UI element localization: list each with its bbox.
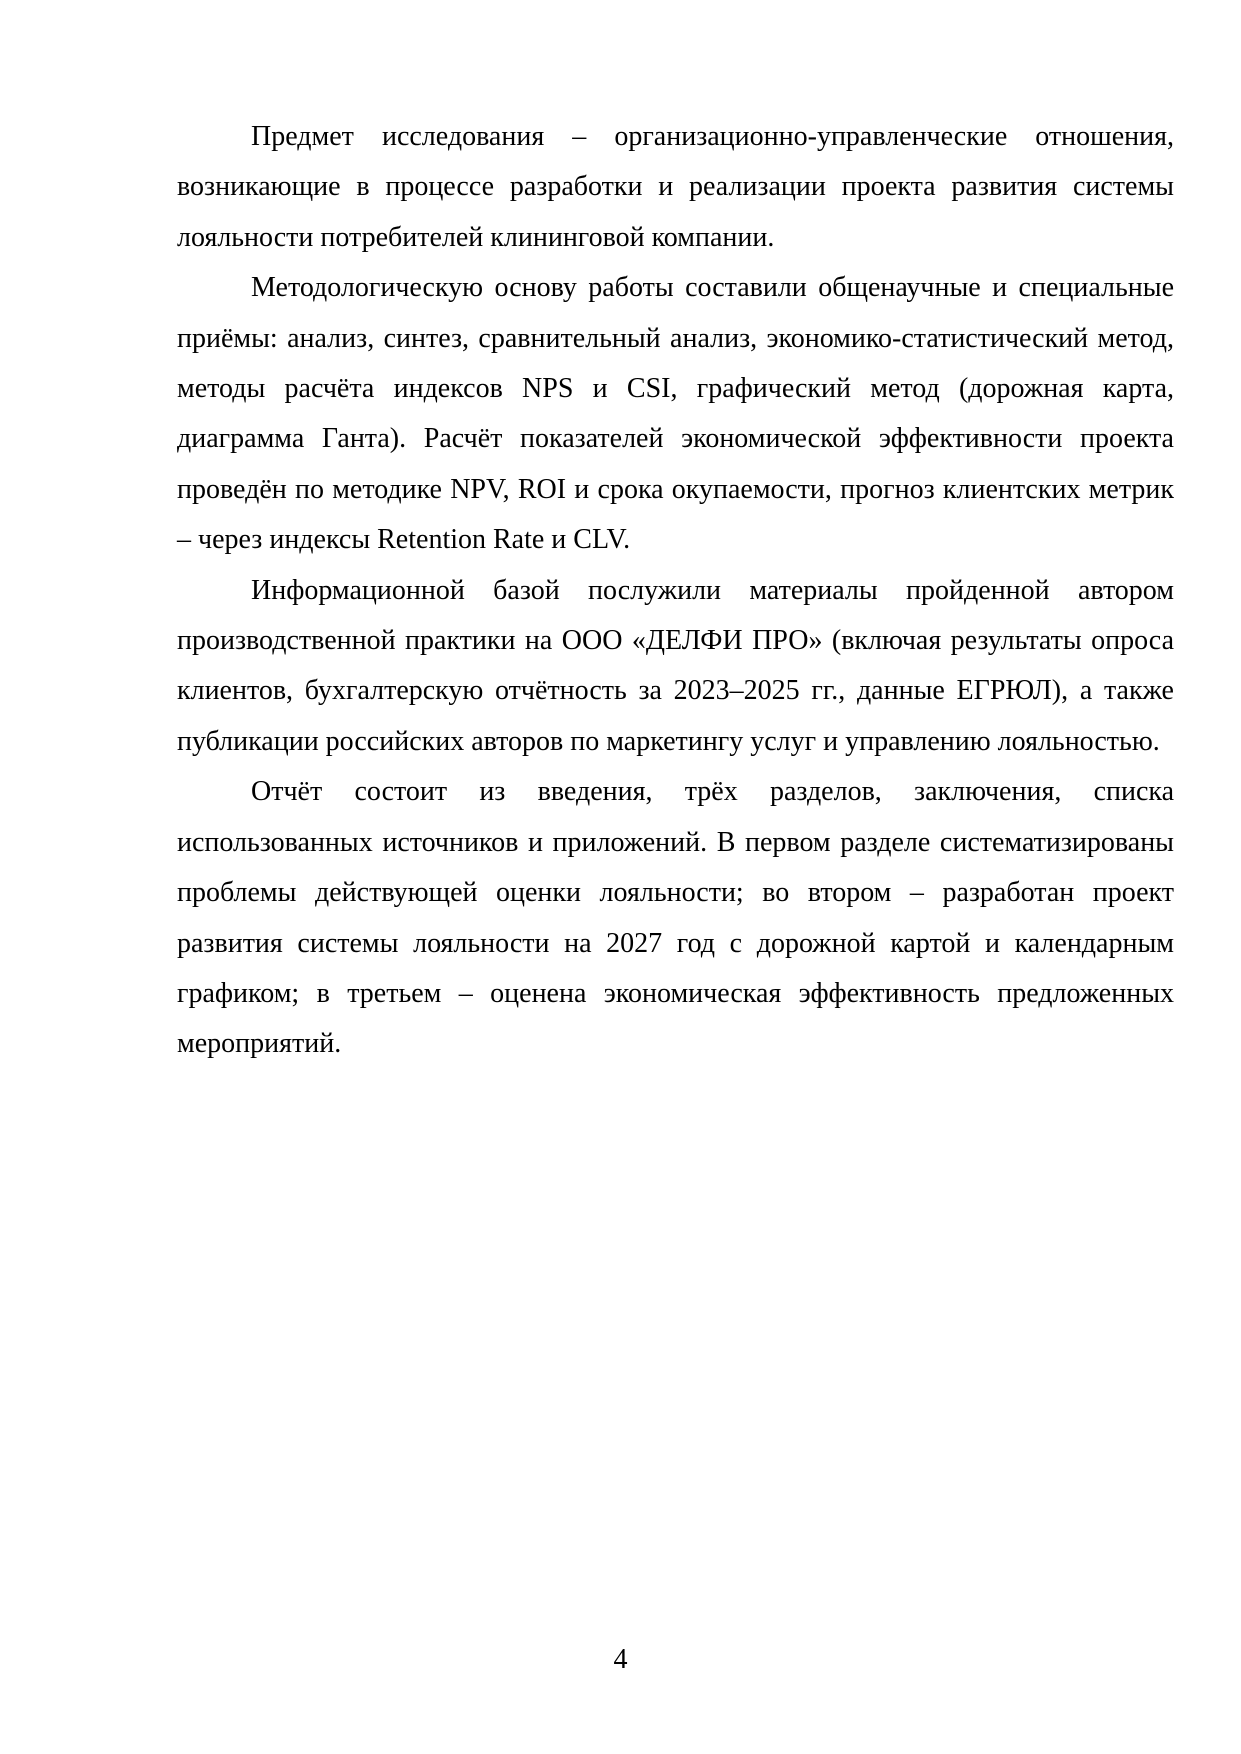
body-text	[177, 112, 1174, 1070]
paragraph-methodology: Методологическую основу работы составили общенаучные и специальные приёмы: анализ, синтез, сравнительный анализ, экономико-статистический метод, методы расчёта индексов NPS и CSI, графический метод (дорожная карта, диаграмма Ганта). Расчёт показателей экономической эффективности проекта проведён по методике NPV, ROI и срока окупаемости, прогноз клиентских метрик – через индексы Retention Rate и CLV.	[177, 272, 1174, 556]
paragraph-structure: Отчёт состоит из введения, трёх разделов, заключения, списка использованных источников и приложений. В первом разделе систематизированы проблемы действующей оценки лояльности; во втором – разработан проект развития системы лояльности на 2027 год с дорожной картой и календарным графиком; в третьем – оценена экономическая эффективность предложенных мероприятий.	[177, 776, 1174, 1060]
paragraph-information-base: Информационной базой послужили материалы пройденной автором производственной практики на ООО «ДЕЛФИ ПРО» (включая результаты опроса клиентов, бухгалтерскую отчётность за 2023–2025 гг., данные ЕГРЮЛ), а также публикации российских авторов по маркетингу услуг и управлению лояльностью.	[177, 574, 1174, 757]
paragraph-subject: Предмет исследования – организационно-управленческие отношения, возникающие в процессе разработки и реализации проекта развития системы лояльности потребителей клининговой компании.	[177, 121, 1174, 253]
page-number: 4	[613, 1644, 628, 1675]
